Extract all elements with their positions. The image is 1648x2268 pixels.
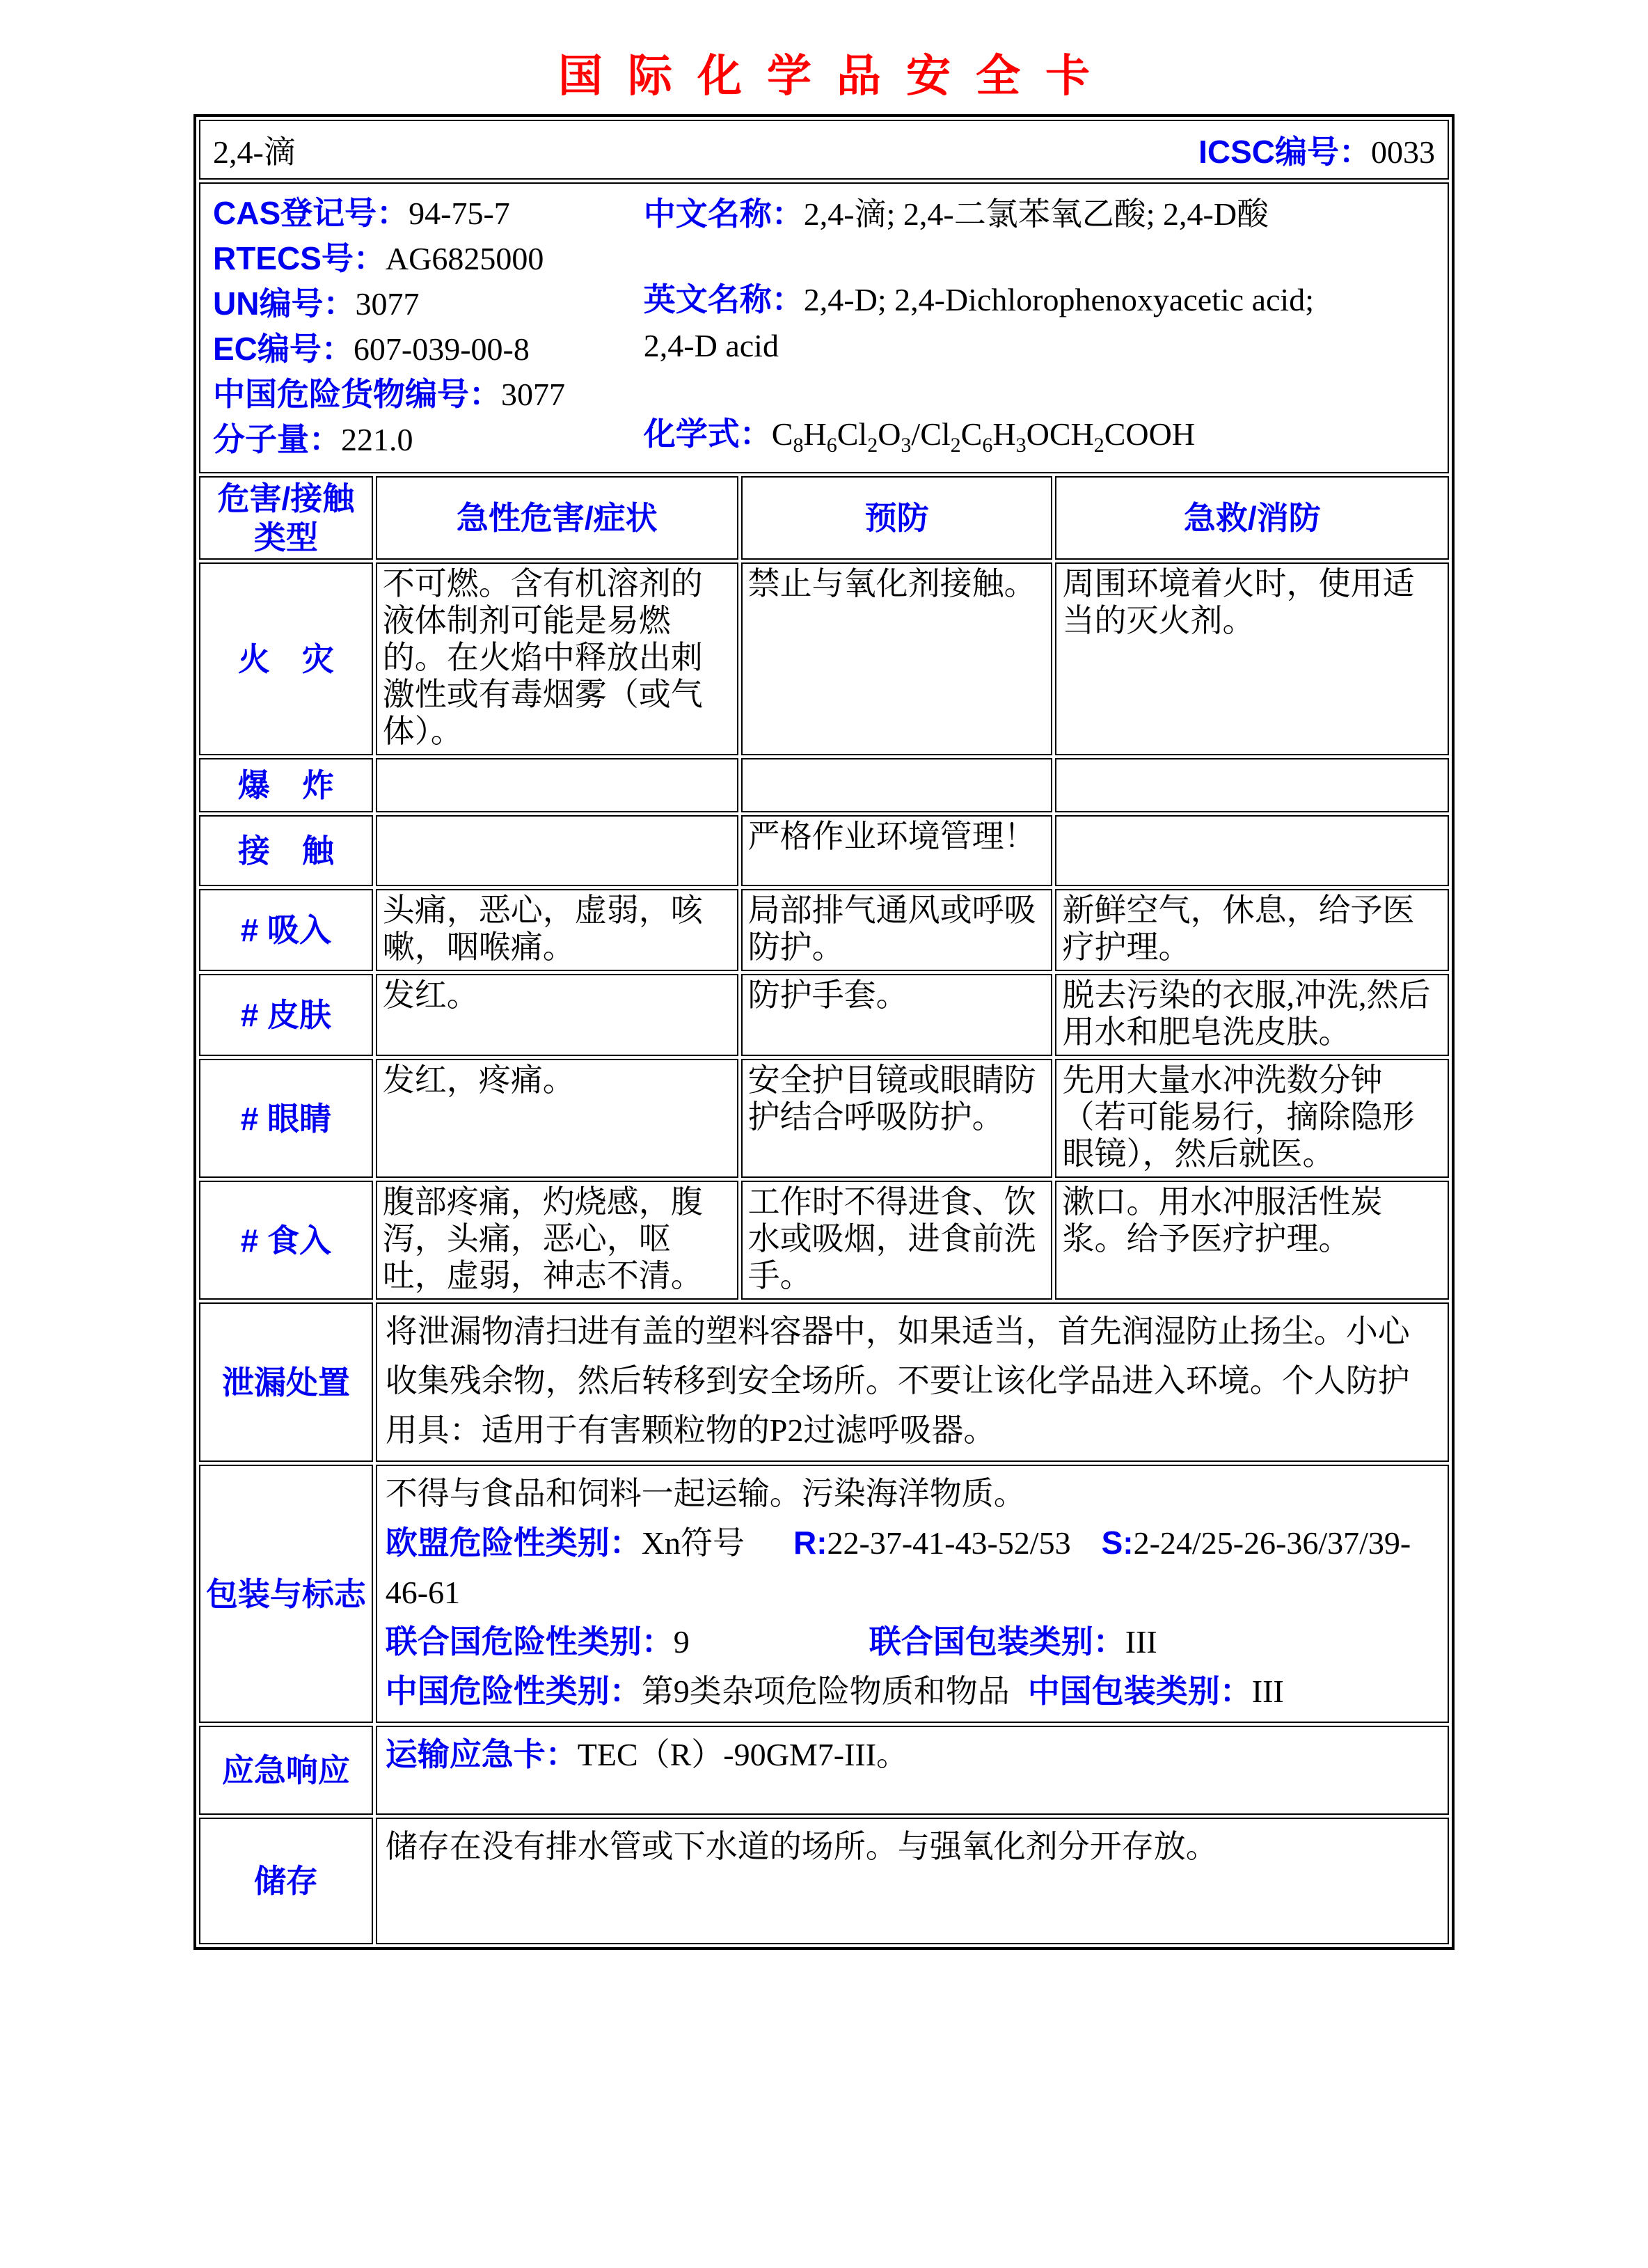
- un-pack-label: 联合国包装类别：: [869, 1623, 1125, 1660]
- substance-name: 2,4-滴: [213, 134, 296, 170]
- icsc-number-value: 0033: [1371, 134, 1435, 170]
- skin-prevention: 防护手套。: [741, 974, 1053, 1056]
- icsc-card: [193, 114, 1455, 1950]
- eyes-symptoms: 发红，疼痛。: [376, 1059, 738, 1178]
- hazard-row-explosion: [199, 758, 1449, 812]
- ingestion-symptoms: 腹部疼痛，灼烧感，腹泻，头痛，恶心，呕吐，虚弱，神志不清。: [376, 1181, 738, 1300]
- transport-emergency-card-value: TEC（R）-90GM7-III。: [577, 1737, 909, 1772]
- chemical-formula: $C_8H_6Cl_2O_3/Cl_2C_6H_3OCH_2COOH$: [771, 416, 1196, 457]
- row-label-inhalation: # 吸入: [199, 889, 373, 971]
- hazard-row-skin: [199, 974, 1449, 1056]
- un-hazard-value: 9: [673, 1624, 690, 1660]
- spill-text: 将泄漏物清扫进有盖的塑料容器中，如果适当，首先润湿防止扬尘。小心收集残余物，然后转移到安全场所。不要让该化学品进入环境。个人防护用具：适用于有害颗粒物的P2过滤呼吸器。: [376, 1302, 1449, 1462]
- inhalation-firstaid: 新鲜空气，休息，给予医疗护理。: [1055, 889, 1449, 971]
- explosion-symptoms: [376, 758, 738, 812]
- spill-label: 泄漏处置: [199, 1302, 373, 1462]
- cn-hazard-label: 中国危险性类别：: [385, 1673, 642, 1709]
- fire-symptoms: 不可燃。含有机溶剂的液体制剂可能是易燃的。在火焰中释放出刺激性或有毒烟雾（或气体）。: [376, 562, 738, 755]
- eyes-prevention: 安全护目镜或眼睛防护结合呼吸防护。: [741, 1059, 1053, 1178]
- inhalation-prevention: 局部排气通风或呼吸防护。: [741, 889, 1053, 971]
- explosion-prevention: [741, 758, 1053, 812]
- field-ec-number: EC编号：607-039-00-8: [213, 331, 530, 367]
- identification-left: [213, 191, 644, 462]
- packaging-content: [376, 1465, 1449, 1723]
- contact-firstaid: [1055, 815, 1449, 886]
- hazard-header-type: 危害/接触 类型: [199, 476, 373, 560]
- packaging-cn-class: [386, 1667, 1439, 1716]
- emergency-content: [376, 1726, 1449, 1815]
- contact-symptoms: [376, 815, 738, 886]
- row-label-contact: 接 触: [199, 815, 373, 886]
- hazard-row-eyes: [199, 1059, 1449, 1178]
- field-rtecs: RTECS号：AG6825000: [213, 240, 544, 276]
- contact-prevention: 严格作业环境管理！: [741, 815, 1053, 886]
- row-label-skin: # 皮肤: [199, 974, 373, 1056]
- packaging-un-class: [386, 1617, 1439, 1667]
- packaging-label: 包装与标志: [199, 1465, 373, 1723]
- un-hazard-label: 联合国危险性类别：: [385, 1623, 674, 1660]
- cn-hazard-value: 第9类杂项危险物质和物品: [641, 1674, 1010, 1709]
- un-pack-value: III: [1125, 1624, 1157, 1660]
- hazard-row-contact: [199, 815, 1449, 886]
- packaging-eu-class: [386, 1518, 1439, 1617]
- hazard-header-prevention: 预防: [741, 476, 1053, 560]
- fire-prevention: 禁止与氧化剂接触。: [741, 562, 1053, 755]
- storage-label: 储存: [199, 1818, 373, 1944]
- cn-pack-label: 中国包装类别：: [1027, 1673, 1252, 1709]
- field-cn-name: 中文名称：2,4-滴; 2,4-二氯苯氧乙酸; 2,4-D酸: [643, 196, 1269, 232]
- hazard-header-row: [199, 476, 1449, 560]
- field-molecular-weight: 分子量：221.0: [213, 421, 413, 457]
- field-cn-dangerous-goods-number: 中国危险货物编号：3077: [213, 376, 565, 412]
- card-header-row: [199, 120, 1449, 180]
- identification-right: [644, 191, 1443, 462]
- emergency-label: 应急响应: [199, 1726, 373, 1815]
- storage-text: 储存在没有排水管或下水道的场所。与强氧化剂分开存放。: [376, 1818, 1449, 1944]
- skin-symptoms: 发红。: [376, 974, 738, 1056]
- fire-firstaid: 周围环境着火时，使用适当的灭火剂。: [1055, 562, 1449, 755]
- s-phrases-label: S:: [1101, 1525, 1134, 1561]
- identification-row: [199, 182, 1449, 473]
- cn-pack-value: III: [1251, 1674, 1284, 1709]
- r-phrases-label: R:: [793, 1525, 827, 1561]
- r-phrases-value: 22-37-41-43-52/53: [827, 1525, 1071, 1561]
- page-title: 国际化学品安全卡: [558, 52, 1115, 101]
- skin-firstaid: 脱去污染的衣服,冲洗,然后用水和肥皂洗皮肤。: [1055, 974, 1449, 1056]
- hazard-row-fire: [199, 562, 1449, 755]
- field-cas: CAS登记号：94-75-7: [213, 195, 510, 231]
- ingestion-firstaid: 漱口。用水冲服活性炭浆。给予医疗护理。: [1055, 1181, 1449, 1300]
- section-emergency: [199, 1726, 1449, 1815]
- icsc-number-label: ICSC编号：: [1198, 134, 1371, 170]
- s-phrases-value: 2-24/25-26-36/37/39-46-61: [385, 1525, 1411, 1610]
- row-label-ingestion: # 食入: [199, 1181, 373, 1300]
- eu-symbol: Xn符号: [641, 1525, 745, 1561]
- row-label-fire: 火 灾: [199, 562, 373, 755]
- field-en-name: 英文名称：2,4-D; 2,4-Dichlorophenoxyacetic acid; 2,4-D acid: [643, 281, 1314, 363]
- section-spill: [199, 1302, 1449, 1462]
- section-storage: [199, 1818, 1449, 1944]
- hazard-row-ingestion: [199, 1181, 1449, 1300]
- packaging-transport-note: 不得与食品和饲料一起运输。污染海洋物质。: [385, 1476, 1026, 1511]
- hazard-header-symptoms: 急性危害/症状: [376, 476, 738, 560]
- row-label-eyes: # 眼睛: [199, 1059, 373, 1178]
- field-un-number: UN编号：3077: [213, 285, 420, 322]
- inhalation-symptoms: 头痛，恶心，虚弱，咳嗽，咽喉痛。: [376, 889, 738, 971]
- explosion-firstaid: [1055, 758, 1449, 812]
- row-label-explosion: 爆 炸: [199, 758, 373, 812]
- section-packaging: [199, 1465, 1449, 1723]
- transport-emergency-card-label: 运输应急卡：: [385, 1736, 578, 1772]
- eu-class-label: 欧盟危险性类别：: [385, 1525, 642, 1561]
- icsc-number-group: [1198, 127, 1435, 173]
- ingestion-prevention: 工作时不得进食、饮水或吸烟，进食前洗手。: [741, 1181, 1053, 1300]
- hazard-header-firstaid: 急救/消防: [1055, 476, 1449, 560]
- eyes-firstaid: 先用大量水冲洗数分钟（若可能易行，摘除隐形眼镜），然后就医。: [1055, 1059, 1449, 1178]
- hazard-row-inhalation: [199, 889, 1449, 971]
- field-formula: 化学式：$C_8H_6Cl_2O_3/Cl_2C_6H_3OCH_2COOH$: [643, 416, 1196, 457]
